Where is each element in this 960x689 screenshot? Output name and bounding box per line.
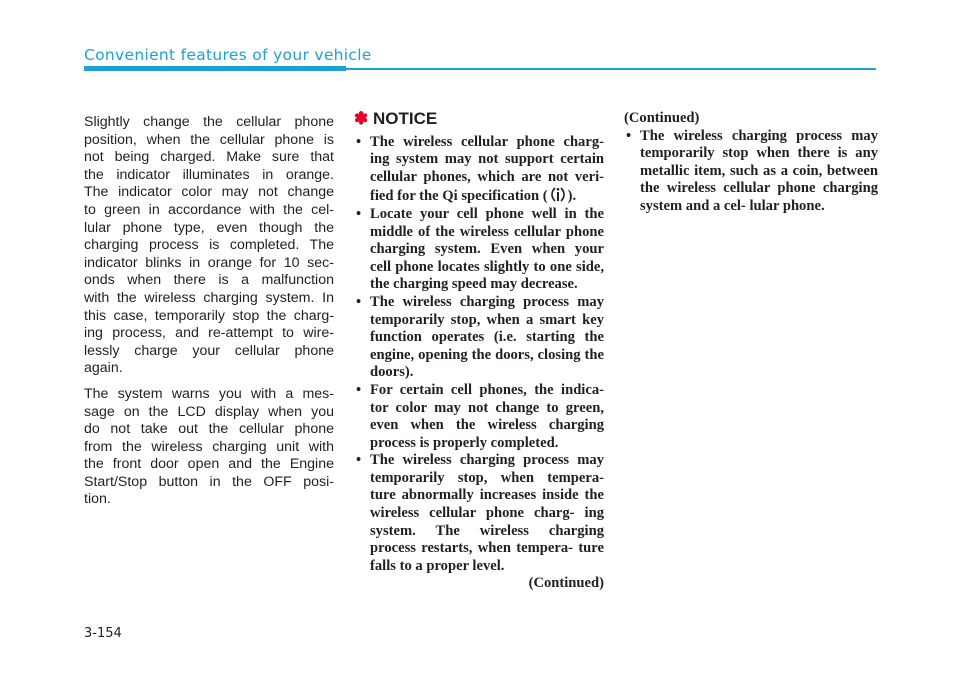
item-text: The wireless cellular phone charg- ing system may not support certain cellular phones, which are not veri- fied for the Qi specification ( [370,133,604,205]
body-column-left [84,114,334,517]
paragraph-charging-indicator [84,114,334,378]
text-line: onds when there is a malfunction [84,272,334,289]
text-line: from the wireless charging unit with [84,438,334,455]
item-text: For certain cell phones, the indica- tor color may not change to green, even when the wireless charging process is properly completed. [370,381,604,451]
text-line: to green in accordance with the cel- [84,201,334,218]
text-line: The indicator color may not change [84,184,334,201]
item-text: The wireless charging process may temporarily stop when there is any metallic item, such as a coin, between the wireless cellular phone charging system and a cel- lular phone. [640,127,878,214]
text-line: not being charged. Make sure that [84,149,334,166]
bullet: • [356,452,362,469]
item-text-tail: ). [567,188,577,205]
text-line: position, when the cellular phone is [84,131,334,148]
header-accent-bar [84,66,346,71]
text-line: The system warns you with a mes- [84,385,334,402]
text-line: the front door open and the Engine [84,456,334,473]
item-text: Locate your cell phone well in the middle of the wireless cellular phone charging system. Even when your cell phone locates slightly to one side, the charging speed may decrease. [370,205,604,293]
notice-heading [354,110,604,128]
list-item [354,134,604,206]
text-line: again. [84,360,123,377]
text-line: charging process is completed. The [84,237,334,254]
bullet: • [356,205,362,222]
notice-list [624,128,878,216]
text-line: lular phone type, even though the [84,219,334,236]
text-line: the indicator illuminates in orange. [84,166,334,183]
text-line: Slightly change the cellular phone [84,114,334,130]
qi-logo-icon [550,186,566,203]
page-number: 3-154 [84,626,122,641]
list-item [624,128,878,216]
list-item [354,382,604,452]
item-text: The wireless charging process may temporarily stop, when a smart key function operates (i.e. starting the engine, opening the doors, closing the doors). [370,293,604,381]
continued-header: (Continued) [624,110,700,126]
text-line: lessly charge your cellular phone [84,342,334,359]
text-line: tion. [84,491,111,508]
bullet: • [356,293,362,310]
notice-mark-icon: ✽ [354,109,369,128]
notice-column-continued [624,110,878,216]
section-title: Convenient features of your vehicle [84,46,372,64]
text-line: sage on the LCD display when you [84,403,334,420]
bullet: • [356,381,362,398]
notice-list [354,134,604,576]
text-line: do not take out the cellular phone [84,421,334,438]
paragraph-lcd-warning [84,386,334,509]
text-line: Start/Stop button in the OFF posi- [84,473,334,490]
list-item [354,452,604,575]
header-rule [346,68,876,70]
notice-column [354,110,604,593]
list-item [354,294,604,382]
bullet: • [356,133,362,150]
notice-title: NOTICE [372,109,438,128]
text-line: this case, temporarily stop the charg- [84,307,334,324]
continued-label: (Continued) [528,575,604,592]
text-line: ing process, and re-attempt to wire- [84,325,334,342]
list-item [354,206,604,294]
text-line: indicator blinks in orange for 10 sec- [84,254,334,271]
item-text: The wireless charging process may temporarily stop, when tempera- ture abnormally increases inside the wireless cellular phone charg- ing system. The wireless charging process restarts, when tempera- ture falls to a proper level. [370,452,604,574]
bullet: • [626,127,632,144]
text-line: with the wireless charging system. In [84,289,334,306]
